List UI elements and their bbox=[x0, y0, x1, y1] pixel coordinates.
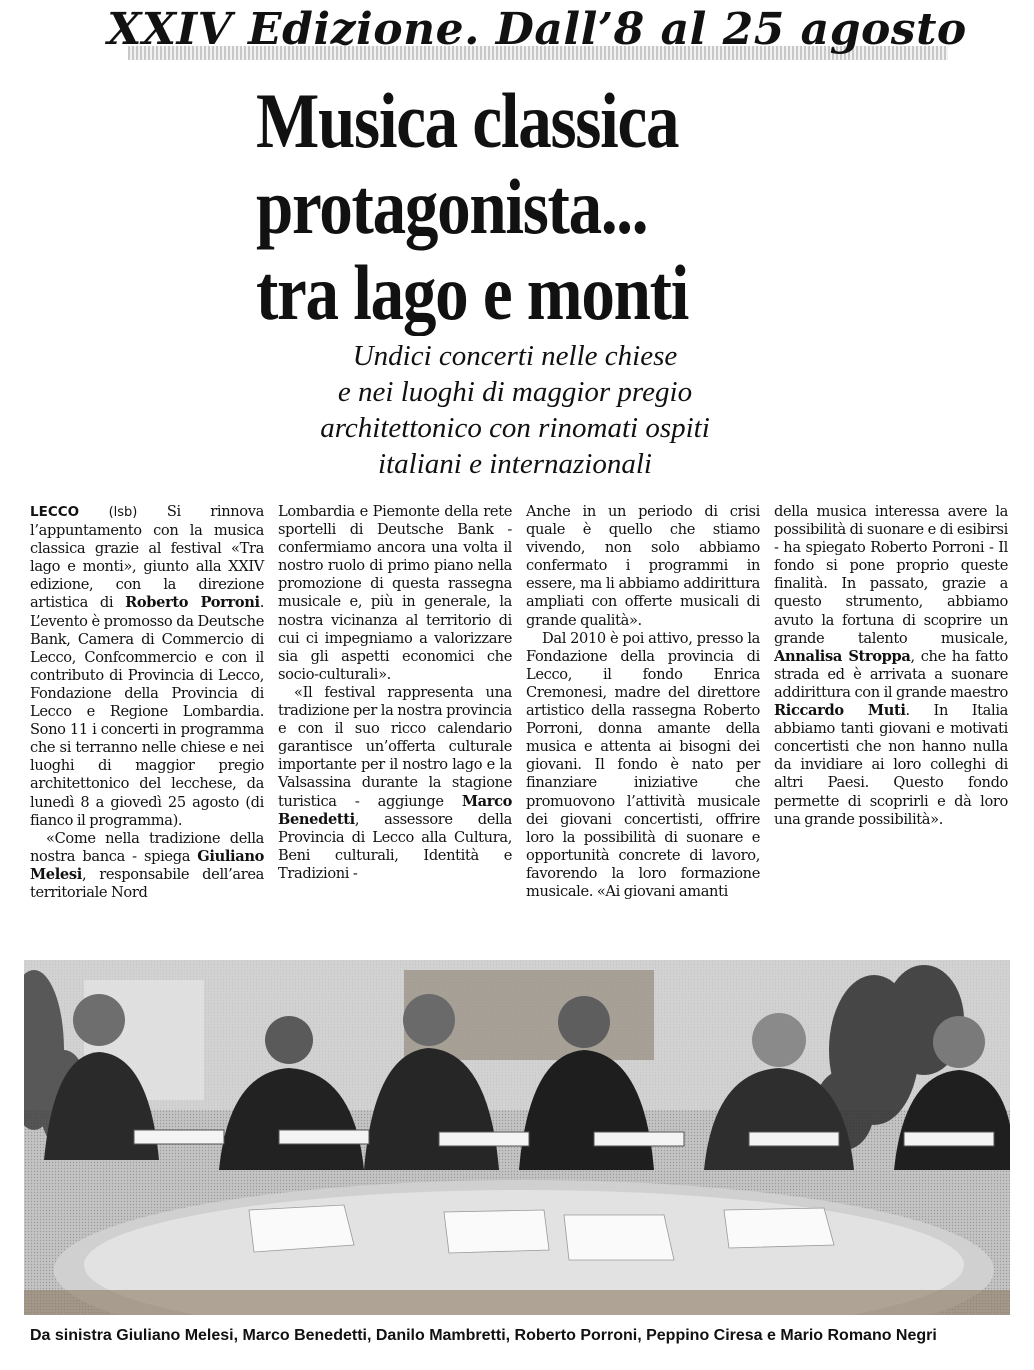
article-column-4 bbox=[774, 503, 1008, 953]
article-column-2 bbox=[278, 503, 512, 953]
paragraph: Lombardia e Piemonte della rete sportelli di Deutsche Bank - confermiamo ancora una volta il nostro ruolo di primo piano nella promozione di questa rassegna musicale e, più in generale, la nostra vicinanza al territorio di cui ci impegniamo a valorizzare sia gli aspetti economici che socio-culturali». bbox=[278, 503, 512, 683]
paragraph: LECCO (lsb) Si rinnova l’appuntamento con la musica classica grazie al festival «Tra lago e monti», giunto alla XXIV edizione, con la direzione artistica di Roberto Porroni. L’evento è promosso da Deutsche Bank, Camera di Commercio di Lecco, Confcommercio e con il contributo di Provincia di Lecco, Fondazione della Provincia di Lecco e Regione Lombardia. Sono 11 i concerti in programma che si terranno nelle chiese e nei luoghi di maggior pregio architettonico del lecchese, da lunedì 8 a giovedì 25 agosto (di fianco il programma). bbox=[30, 503, 264, 829]
subhead-line: italiani e internazionali bbox=[378, 448, 652, 480]
article-column-1 bbox=[30, 503, 264, 953]
article-body bbox=[30, 503, 1010, 953]
person-name: Riccardo Muti bbox=[774, 702, 906, 720]
subhead-line: architettonico con rinomati ospiti bbox=[320, 412, 710, 444]
kicker-text: XXIV Edizione. Dall’8 al 25 agosto bbox=[107, 4, 967, 55]
article-column-3 bbox=[526, 503, 760, 953]
paragraph: «Come nella tradizione della nostra banca - spiega Giuliano Melesi, responsabile dell’area territoriale Nord bbox=[30, 829, 264, 901]
subhead-line: e nei luoghi di maggior pregio bbox=[337, 376, 693, 408]
subheadline bbox=[250, 338, 780, 482]
person-name: Annalisa Stroppa bbox=[774, 647, 911, 665]
paragraph: Dal 2010 è poi attivo, presso la Fondazione della provincia di Lecco, il fondo Enrica Cremonesi, madre del direttore artistico della rassegna Roberto Porroni, donna amante della musica e attenta ai bisogni dei giovani. Il fondo è nato per finanziare iniziative che promuovono l’attività musicale dei giovani concertisti, offrire loro la possibilità di suonare e opportunità concrete di lavoro, favorendo la loro formazione musicale. «Ai giovani amanti bbox=[526, 629, 760, 900]
person-name: Giuliano Melesi bbox=[30, 847, 264, 883]
person-name: Roberto Porroni bbox=[125, 594, 260, 612]
kicker bbox=[0, 2, 1034, 64]
headline bbox=[256, 78, 738, 336]
photo-caption: Da sinistra Giuliano Melesi, Marco Benedetti, Danilo Mambretti, Roberto Porroni, Peppino Ciresa e Mario Romano Negri bbox=[30, 1327, 937, 1344]
headline-line: tra lago e monti bbox=[256, 249, 689, 336]
dateline: LECCO bbox=[30, 504, 80, 520]
headline-line: protagonista... bbox=[256, 163, 648, 250]
headline-line: Musica classica bbox=[256, 77, 679, 164]
byline: (lsb) bbox=[108, 505, 138, 520]
paragraph: Anche in un periodo di crisi quale è quello che stiamo vivendo, non solo abbiamo confermato i programmi in essere, ma li abbiamo addirittura ampliati con offerte musicali di grande qualità». bbox=[526, 503, 760, 629]
photo-illustration bbox=[24, 960, 1010, 1315]
subhead-line: Undici concerti nelle chiese bbox=[352, 340, 678, 372]
person-name: Marco Benedetti bbox=[278, 792, 512, 828]
press-conference-photo bbox=[24, 960, 1010, 1315]
paragraph: della musica interessa avere la possibilità di suonare e di esibirsi - ha spiegato Roberto Porroni - Il fondo si pone proprio queste finalità. In passato, grazie a questo strumento, abbiamo avuto la fortuna di scoprire un grande talento musicale, Annalisa Stroppa, che ha fatto strada ed è arrivata a suonare addirittura con il grande maestro Riccardo Muti. In Italia abbiamo tanti giovani e motivati concertisti che non hanno nulla da invidiare ai loro colleghi di altri Paesi. Questo fondo permette di scoprirli e dà loro una grande possibilità». bbox=[774, 503, 1008, 828]
paragraph: «Il festival rappresenta una tradizione per la nostra provincia e con il suo ricco calendario garantisce un’offerta culturale importante per il nostro lago e la Valsassina durante la stagione turistica - aggiunge Marco Benedetti, assessore della Provincia di Lecco alla Cultura, Beni culturali, Identità e Tradizioni - bbox=[278, 683, 512, 882]
floor bbox=[24, 1290, 1010, 1315]
